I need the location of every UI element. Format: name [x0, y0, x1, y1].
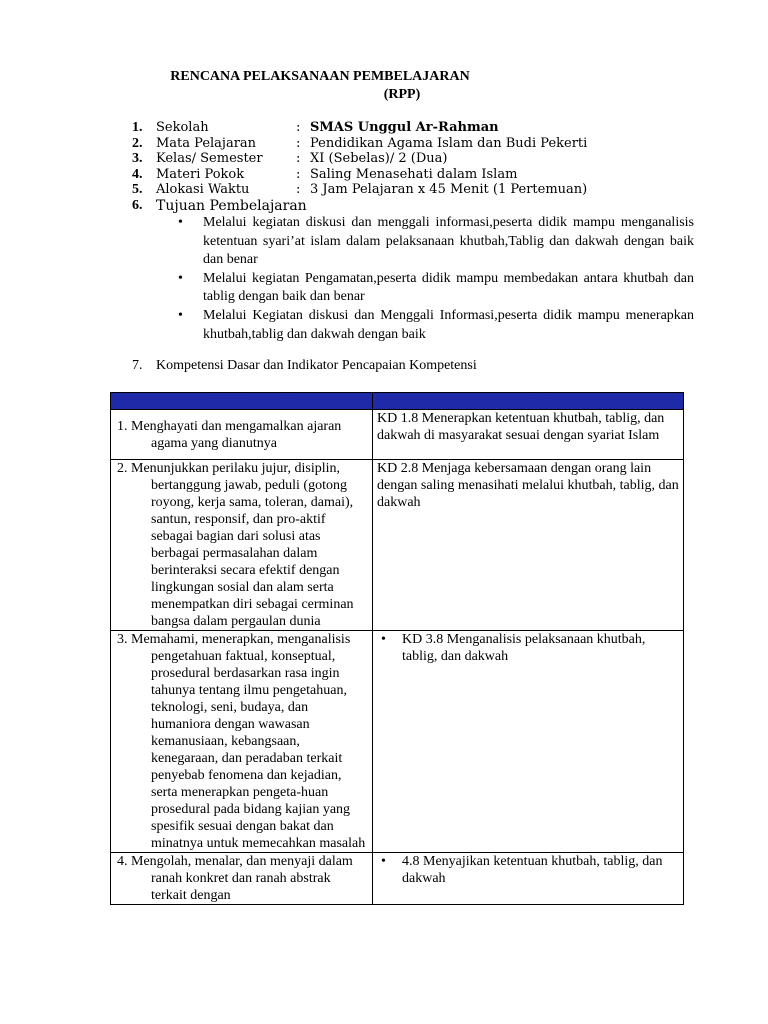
bullet-icon: • [178, 307, 183, 323]
kd-text: 2. Menunjukkan perilaku jujur, disiplin, bertanggung jawab, peduli (gotong royong, kerja sama, toleran, damai), santun, responsif, dan pro-aktif sebagai bagian dari solusi atas berbagai permasalahan dalam berinteraksi secara efektif dengan lingkungan sosial dan alam serta menempatkan diri sebagai cerminan bangsa dalam pergaulan dunia [117, 461, 354, 629]
kd-text: 3. Memahami, menerapkan, menganalisis pengetahuan faktual, konseptual, prosedural berdasarkan rasa ingin tahunya tentang ilmu pengetahuan, teknologi, seni, budaya, dan humaniora dengan wawasan kemanusiaan, kebangsaan, kenegaraan, dan peradaban terkait penyebab fenomena dan kejadian, serta menerapkan pengeta-huan prosedural pada bidang kajian yang spesifik sesuai dengan bakat dan minatnya untuk memecahkan masalah [117, 632, 366, 851]
bullet-icon: • [178, 270, 183, 286]
identity-row [132, 167, 587, 183]
indikator-cell [373, 410, 684, 460]
kd-cell [111, 460, 373, 631]
table-row [111, 410, 684, 460]
indikator-cell [373, 853, 684, 905]
row-label: Alokasi Waktu [156, 182, 250, 198]
indikator-cell [373, 460, 684, 631]
row-number: 2. [132, 135, 143, 151]
indikator-cell [373, 631, 684, 853]
section-label: Tujuan Pembelajaran [156, 198, 307, 214]
list-item [178, 270, 694, 307]
colon: : [296, 182, 301, 198]
bullet-icon: • [178, 215, 183, 230]
document-title [0, 68, 640, 104]
kompetensi-table [110, 392, 684, 905]
row-number: 4. [132, 166, 143, 182]
identity-row [132, 151, 587, 167]
identity-list [132, 120, 587, 198]
colon: : [296, 120, 301, 135]
learning-goals-list [178, 214, 694, 344]
table-row [111, 460, 684, 631]
section-number: 7. [132, 358, 143, 373]
colon: : [296, 151, 301, 167]
list-item [377, 631, 679, 665]
list-item [178, 307, 694, 344]
row-value: 3 Jam Pelajaran x 45 Menit (1 Pertemuan) [310, 182, 588, 198]
goal-text: Melalui kegiatan diskusi dan menggali informasi,peserta didik mampu menganalisis ketentuan syari’at islam dalam pelaksanaan khutbah,Tablig dan dakwah dengan baik dan benar [203, 215, 694, 268]
row-value: Saling Menasehati dalam Islam [310, 166, 518, 182]
row-number: 5. [132, 182, 143, 198]
indikator-text: KD 2.8 Menjaga kebersamaan dengan orang lain dengan saling menasihati melalui khutbah, tablig, dan dakwah [377, 461, 679, 510]
indikator-text: 4.8 Menyajikan ketentuan khutbah, tablig, dan dakwah [402, 854, 663, 886]
row-value: XI (Sebelas)/ 2 (Dua) [310, 151, 448, 167]
section-number: 6. [132, 198, 143, 213]
indikator-text: KD 3.8 Menganalisis pelaksanaan khutbah, tablig, dan dakwah [402, 632, 646, 664]
row-label: Sekolah [156, 120, 209, 135]
goal-text: Melalui kegiatan Pengamatan,peserta didik mampu membedakan antara khutbah dan tablig dengan baik dan benar [203, 270, 694, 305]
kd-text: 1. Menghayati dan mengamalkan ajaran agama yang dianutnya [117, 418, 342, 451]
row-number: 3. [132, 151, 143, 167]
identity-row [132, 136, 587, 152]
kd-text: 4. Mengolah, menalar, dan menyaji dalam ranah konkret dan ranah abstrak terkait dengan [117, 854, 353, 903]
list-item [377, 853, 679, 887]
section-label: Kompetensi Dasar dan Indikator Pencapaian Kompetensi [156, 358, 477, 373]
title-line-1: RENCANA PELAKSANAAN PEMBELAJARAN [170, 69, 470, 84]
identity-row [132, 120, 587, 136]
kd-cell [111, 410, 373, 460]
row-label: Kelas/ Semester [156, 151, 263, 167]
column-header-indikator: Indikator [373, 393, 684, 410]
list-item [178, 214, 694, 270]
table-row [111, 631, 684, 853]
row-value: Pendidikan Agama Islam dan Budi Pekerti [310, 135, 588, 151]
identity-row [132, 182, 587, 198]
row-label: Materi Pokok [156, 166, 245, 182]
bullet-icon: • [381, 854, 386, 869]
bullet-icon: • [381, 632, 386, 647]
colon: : [296, 166, 301, 182]
indikator-text: KD 1.8 Menerapkan ketentuan khutbah, tablig, dan dakwah di masyarakat sesuai dengan syariat Islam [377, 411, 665, 443]
table-row [111, 853, 684, 905]
goal-text: Melalui Kegiatan diskusi dan Menggali Informasi,peserta didik mampu menerapkan khutbah,tablig dan dakwah dengan baik [203, 307, 694, 342]
row-label: Mata Pelajaran [156, 135, 257, 151]
row-value: SMAS Unggul Ar-Rahman [310, 120, 499, 135]
kd-cell [111, 853, 373, 905]
title-line-2: (RPP) [383, 87, 421, 102]
table-header-row [111, 393, 684, 410]
column-header-kompetensi-dasar: Kompetensi Dasar [111, 393, 373, 410]
kd-cell [111, 631, 373, 853]
tujuan-heading [132, 198, 307, 214]
kompetensi-heading [132, 358, 477, 374]
row-number: 1. [132, 120, 143, 135]
colon: : [296, 135, 301, 151]
